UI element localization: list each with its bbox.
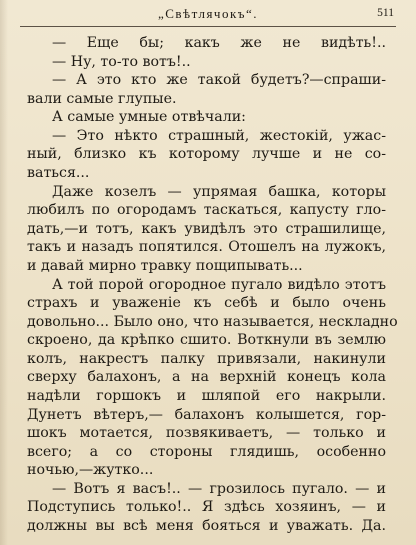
text-line: — Ну, то-то вотъ!.. [52,53,191,70]
text-line: колъ, накрестъ палку привязали, накинули [27,350,386,367]
text-line: довольно... Было оно, что называется, нескладно [27,313,398,330]
text-line: вали самые глупые. [27,90,177,107]
text-line: должны вы всѣ меня бояться и уважать. Да. [27,518,386,535]
body-text [27,34,398,536]
text-line: — Это нѣкто страшный, жестокій, ужас- [52,127,386,144]
text-line: — А это кто же такой будетъ?—спраши- [52,72,386,89]
text-line: — Вотъ я васъ!.. — грозилось пугало. — и [52,480,386,497]
text-line: А самые умные отвѣчали: [52,109,246,126]
text-line: Дунетъ вѣтеръ,— балахонъ колышется, гор- [27,406,386,423]
text-line: ночью,—жутко... [27,462,154,479]
page-number: 511 [377,7,394,19]
text-line: любилъ по огородамъ таскаться, капусту гло- [27,202,386,219]
text-line: А той порой огородное пугало видѣло этотъ [52,276,386,293]
page-header [20,4,396,27]
page-binding-shadow [0,0,8,545]
text-line: надѣли горшокъ и шляпой его накрыли. [27,387,386,404]
text-line: шокъ мотается, позвякиваетъ, — только и [27,425,386,442]
text-line: — Еще бы; какъ же не видѣть!.. [52,35,386,51]
text-line: Подступись только!.. Я здѣсь хозяинъ, — и [27,499,386,516]
text-line: ный, близко къ которому лучше и не со- [27,146,386,163]
text-line: такъ и назадъ попятился. Отошелъ на лужокъ, [27,239,386,256]
text-line: скроено, да крѣпко сшито. Воткнули въ землю [27,332,386,349]
running-title: „Свѣтлячокъ“. [157,6,259,21]
text-line: Даже козелъ — упрямая башка, которы [52,183,386,200]
text-line: всего; а со стороны глядишь, особенно [27,443,386,460]
text-line: ваться... [27,165,90,182]
text-line: дать,—и тотъ, какъ увидѣлъ это страшилище, [27,220,386,237]
text-line: и давай мирно травку пощипывать... [27,257,303,274]
text-line: страхъ и уваженіе къ себѣ и было очень [27,295,386,312]
text-line: сверху балахонъ, а на верхній конецъ кола [27,369,386,386]
